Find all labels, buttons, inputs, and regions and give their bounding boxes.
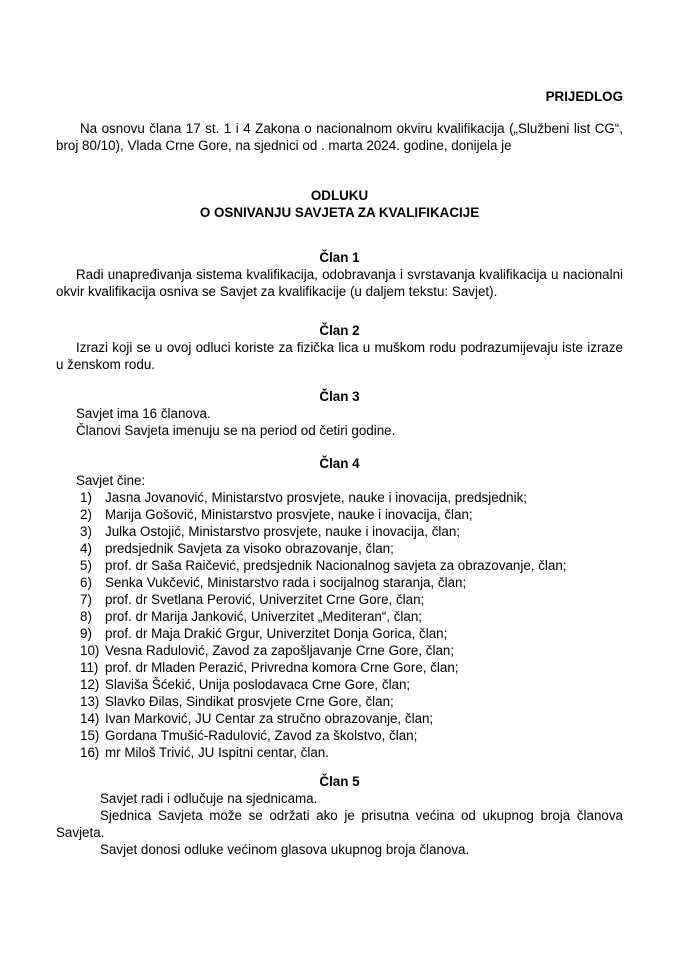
member-text: Julka Ostojić, Ministarstvo prosvjete, nauke i inovacija, član; (105, 524, 461, 539)
member-item (80, 659, 623, 676)
member-item (80, 710, 623, 727)
member-text: predsjednik Savjeta za visoko obrazovanje, član; (105, 541, 394, 556)
member-number: 4) (80, 541, 92, 556)
member-text: Ivan Marković, JU Centar za stručno obrazovanje, član; (105, 711, 434, 726)
article-2-text: Izrazi koji se u ovoj odluci koriste za fizička lica u muškom rodu podrazumijevaju iste izraze u ženskom rodu. (56, 340, 623, 372)
decision-title (56, 187, 623, 221)
article-4-intro: Savjet čine: (76, 473, 146, 488)
member-number: 3) (80, 524, 92, 539)
member-item (80, 693, 623, 710)
article-3-heading: Član 3 (319, 389, 360, 404)
member-item (80, 540, 623, 557)
member-text: Senka Vukčević, Ministarstvo rada i socijalnog staranja, član; (105, 575, 467, 590)
member-text: prof. dr Marija Janković, Univerzitet „Mediteran“, član; (105, 609, 423, 624)
member-number: 11) (80, 660, 99, 675)
member-text: Marija Gošović, Ministarstvo prosvjete, nauke i inovacija, član; (105, 507, 473, 522)
article-5-heading: Član 5 (319, 774, 360, 789)
member-number: 13) (80, 694, 100, 709)
member-number: 7) (80, 592, 92, 607)
member-text: mr Miloš Trivić, JU Ispitni centar, član. (105, 745, 329, 760)
member-list (56, 489, 623, 761)
member-item (80, 642, 623, 659)
article-4-heading: Član 4 (319, 456, 360, 471)
member-number: 1) (80, 490, 92, 505)
member-number: 15) (80, 728, 100, 743)
member-item (80, 727, 623, 744)
article-5-para-2: Sjednica Savjeta može se održati ako je prisutna većina od ukupnog broja članova Savjeta. (56, 808, 623, 840)
member-item (80, 557, 623, 574)
member-text: Slavko Đilas, Sindikat prosvjete Crne Gore, član; (105, 694, 394, 709)
member-text: Slaviša Šćekić, Unija poslodavaca Crne Gore, član; (105, 677, 411, 692)
article-5 (56, 773, 623, 858)
member-text: prof. dr Saša Raičević, predsjednik Nacionalnog savjeta za obrazovanje, član; (105, 558, 567, 573)
member-item (80, 608, 623, 625)
member-number: 6) (80, 575, 92, 590)
article-3 (56, 388, 623, 439)
member-number: 9) (80, 626, 92, 641)
member-number: 2) (80, 507, 92, 522)
member-number: 14) (80, 711, 100, 726)
member-item (80, 676, 623, 693)
title-line-2: O OSNIVANJU SAVJETA ZA KVALIFIKACIJE (199, 205, 480, 220)
document-label: PRIJEDLOG (545, 89, 623, 104)
member-text: prof. dr Mladen Perazić, Privredna komora Crne Gore, član; (105, 660, 459, 675)
member-number: 5) (80, 558, 92, 573)
member-item (80, 574, 623, 591)
member-text: prof. dr Svetlana Perović, Univerzitet Crne Gore, član; (105, 592, 425, 607)
member-text: Vesna Radulović, Zavod za zapošljavanje Crne Gore, član; (105, 643, 455, 658)
member-number: 12) (80, 677, 100, 692)
article-3-line-1: Savjet ima 16 članova. (76, 406, 211, 421)
member-item (80, 506, 623, 523)
article-5-para-3: Savjet donosi odluke većinom glasova ukupnog broja članova. (100, 842, 470, 857)
article-3-line-2: Članovi Savjeta imenuju se na period od četiri godine. (76, 423, 396, 438)
article-1 (56, 249, 623, 300)
article-4 (56, 455, 623, 761)
member-number: 16) (80, 745, 100, 760)
member-number: 8) (80, 609, 92, 624)
article-2 (56, 322, 623, 373)
member-item (80, 625, 623, 642)
title-line-1: ODLUKU (310, 188, 369, 203)
member-text: prof. dr Maja Drakić Grgur, Univerzitet Donja Gorica, član; (105, 626, 448, 641)
member-item (80, 591, 623, 608)
article-1-text: Radi unapređivanja sistema kvalifikacija, odobravanja i svrstavanja kvalifikacija u nacionalni okvir kvalifikacija osniva se Savjet za kvalifikacije (u daljem tekstu: Savjet). (56, 267, 623, 299)
article-2-heading: Član 2 (319, 323, 360, 338)
member-text: Gordana Tmušić-Radulović, Zavod za školstvo, član; (105, 728, 418, 743)
preamble: Na osnovu člana 17 st. 1 i 4 Zakona o nacionalnom okviru kvalifikacija („Službeni list CG“, broj 80/10), Vlada Crne Gore, na sjednici od . marta 2024. godine, donijela je (56, 121, 623, 153)
member-item (80, 744, 623, 761)
member-number: 10) (80, 643, 100, 658)
article-1-heading: Član 1 (319, 250, 360, 265)
member-text: Jasna Jovanović, Ministarstvo prosvjete, nauke i inovacija, predsjednik; (105, 490, 528, 505)
member-item (80, 489, 623, 506)
member-item (80, 523, 623, 540)
article-5-para-1: Savjet radi i odlučuje na sjednicama. (100, 791, 318, 806)
